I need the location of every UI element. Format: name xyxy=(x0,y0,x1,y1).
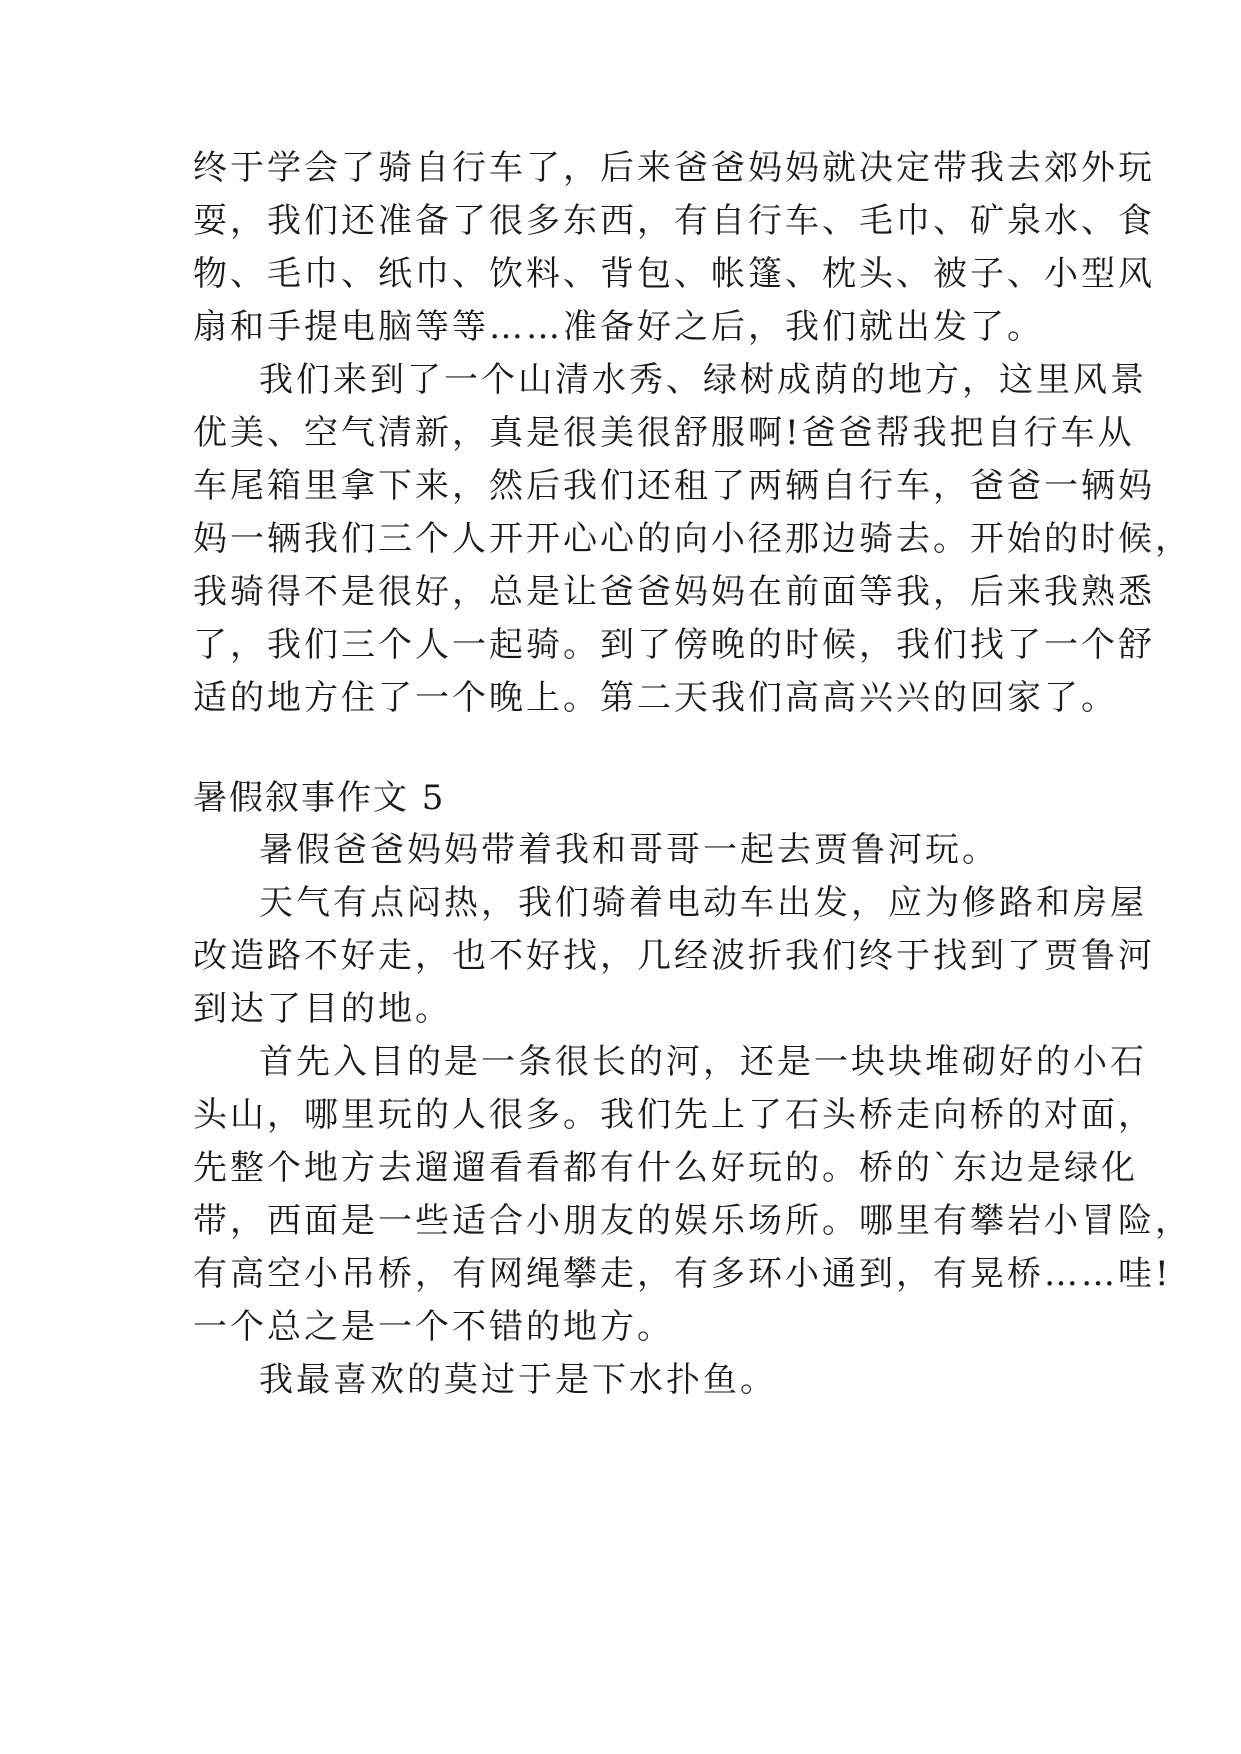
paragraph-line: 适的地方住了一个晚上。第二天我们高高兴兴的回家了。 xyxy=(193,678,1118,718)
paragraph-line: 妈一辆我们三个人开开心心的向小径那边骑去。开始的时候， xyxy=(193,519,1192,559)
paragraph-line: 带，西面是一些适合小朋友的娱乐场所。哪里有攀岩小冒险， xyxy=(193,1201,1192,1241)
paragraph-line: 首先入目的是一条很长的河，还是一块块堆砌好的小石 xyxy=(259,1042,1147,1082)
paragraph-line: 耍，我们还准备了很多东西，有自行车、毛巾、矿泉水、食 xyxy=(193,201,1155,241)
paragraph-line: 一个总之是一个不错的地方。 xyxy=(193,1307,674,1347)
paragraph-line: 我最喜欢的莫过于是下水扑鱼。 xyxy=(259,1360,777,1400)
paragraph-line: 天气有点闷热，我们骑着电动车出发，应为修路和房屋 xyxy=(259,883,1147,923)
paragraph-line: 物、毛巾、纸巾、饮料、背包、帐篷、枕头、被子、小型风 xyxy=(193,254,1155,294)
paragraph-line: 有高空小吊桥，有网绳攀走，有多环小通到，有晃桥……哇! xyxy=(193,1254,1172,1294)
paragraph-line: 车尾箱里拿下来，然后我们还租了两辆自行车，爸爸一辆妈 xyxy=(193,466,1155,506)
paragraph-line: 优美、空气清新，真是很美很舒服啊!爸爸帮我把自行车从 xyxy=(193,413,1135,453)
paragraph-line: 先整个地方去遛遛看看都有什么好玩的。桥的`东边是绿化 xyxy=(193,1148,1138,1188)
paragraph-line: 暑假爸爸妈妈带着我和哥哥一起去贾鲁河玩。 xyxy=(259,830,999,870)
section-heading: 暑假叙事作文 5 xyxy=(193,778,446,818)
paragraph-line: 改造路不好走，也不好找，几经波折我们终于找到了贾鲁河 xyxy=(193,936,1155,976)
paragraph-line: 我骑得不是很好，总是让爸爸妈妈在前面等我，后来我熟悉 xyxy=(193,572,1155,612)
paragraph-line: 到达了目的地。 xyxy=(193,989,452,1029)
paragraph-line: 了，我们三个人一起骑。到了傍晚的时候，我们找了一个舒 xyxy=(193,625,1155,665)
paragraph-line: 扇和手提电脑等等……准备好之后，我们就出发了。 xyxy=(193,307,1044,347)
paragraph-line: 头山，哪里玩的人很多。我们先上了石头桥走向桥的对面， xyxy=(193,1095,1155,1135)
paragraph-line: 我们来到了一个山清水秀、绿树成荫的地方，这里风景 xyxy=(259,360,1147,400)
paragraph-line: 终于学会了骑自行车了，后来爸爸妈妈就决定带我去郊外玩 xyxy=(193,148,1155,188)
